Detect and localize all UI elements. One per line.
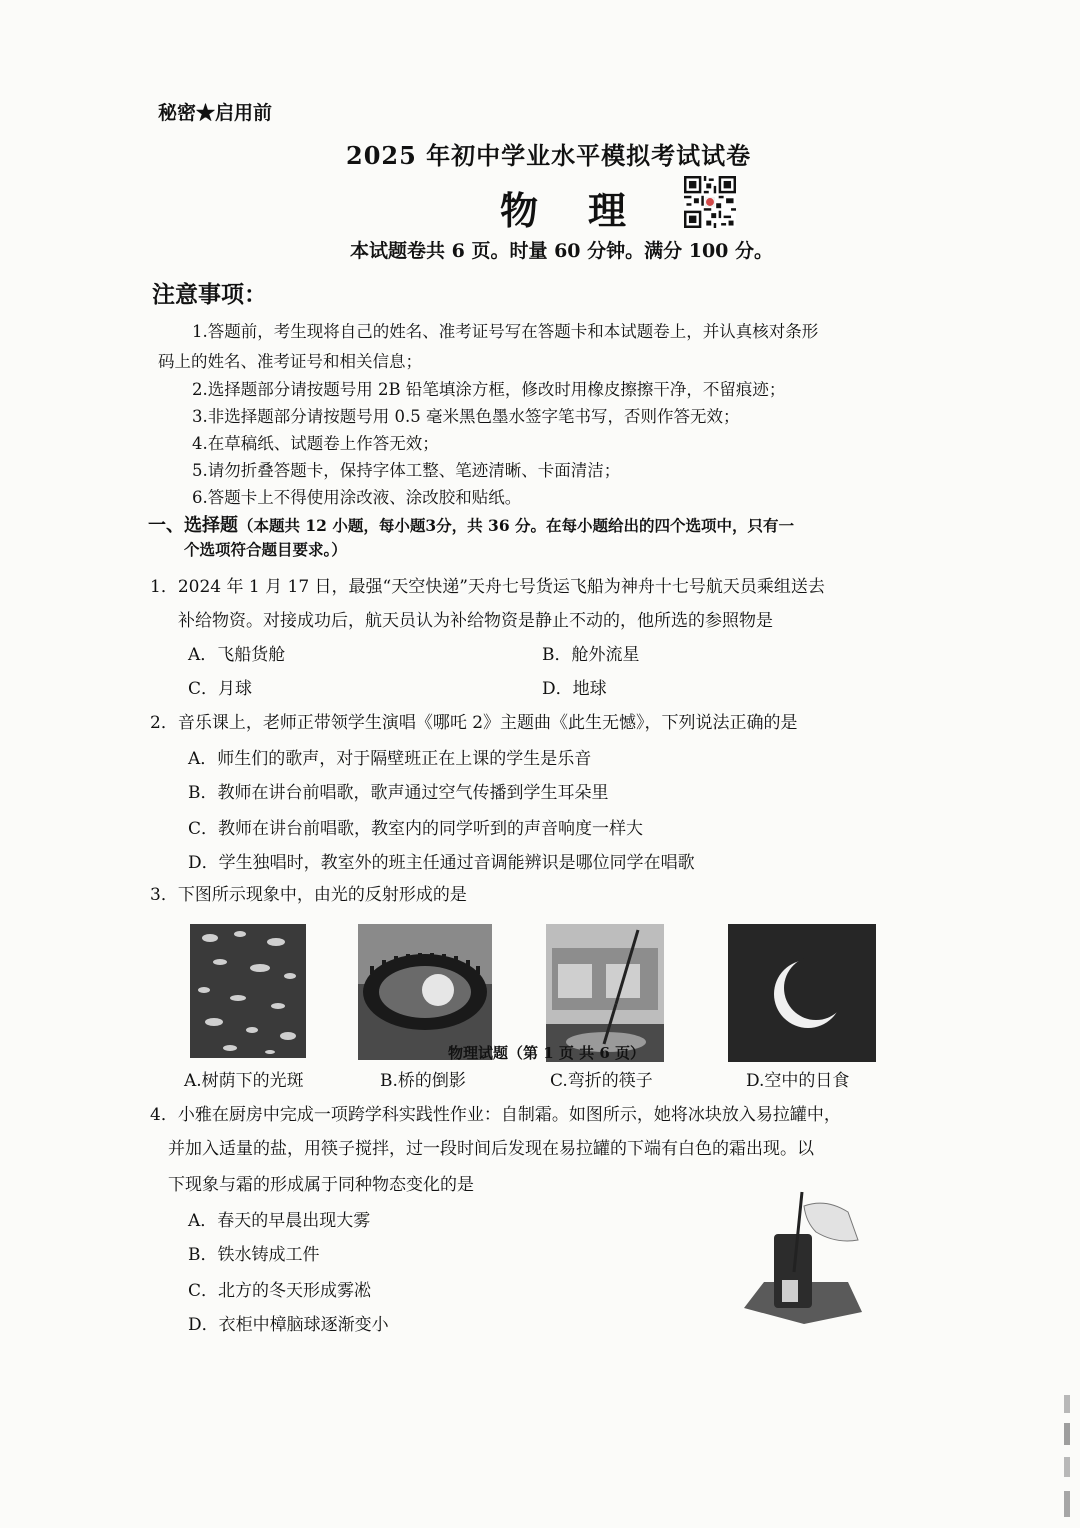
exam-title: 2025 年初中学业水平模拟考试试卷: [346, 141, 752, 170]
option-b: B．铁水铸成工件: [188, 1245, 320, 1265]
solar-eclipse-photo: [728, 924, 876, 1062]
question-1-stem: 补给物资。对接成功后，航天员认为补给物资是静止不动的，他所选的参照物是: [178, 611, 773, 631]
figure-caption-d: D.空中的日食: [746, 1071, 850, 1091]
question-3-stem: 3．下图所示现象中，由光的反射形成的是: [150, 885, 467, 905]
question-4-stem: 下现象与霜的形成属于同种物态变化的是: [168, 1175, 474, 1195]
figure-caption-c: C.弯折的筷子: [550, 1071, 653, 1091]
option-c: C．月球: [188, 679, 253, 699]
question-4-stem: 并加入适量的盐，用筷子搅拌，过一段时间后发现在易拉罐的下端有白色的霜出现。以: [168, 1139, 814, 1159]
section-title: 一、选择题: [148, 515, 238, 536]
notice-line: 5.请勿折叠答题卡，保持字体工整、笔迹清晰、卡面清洁；: [192, 461, 621, 480]
subject-title: 物理: [500, 188, 677, 233]
notice-line: 2.选择题部分请按题号用 2B 铅笔填涂方框，修改时用橡皮擦擦干净，不留痕迹；: [192, 380, 786, 399]
section-description: 个选项符合题目要求。）: [184, 540, 347, 559]
option-b: B．教师在讲台前唱歌，歌声通过空气传播到学生耳朵里: [188, 783, 609, 803]
question-1-stem: 1．2024 年 1 月 17 日，最强“天空快递”天舟七号货运飞船为神舟十七号航天员乘组送去: [150, 577, 825, 597]
option-c: C．教师在讲台前唱歌，教室内的同学听到的声音响度一样大: [188, 819, 644, 839]
notice-heading: 注意事项：: [152, 281, 267, 308]
notice-line: 1.答题前，考生现将自己的姓名、准考证号写在答题卡和本试题卷上，并认真核对条形: [192, 322, 819, 341]
qr-code-icon: [684, 176, 736, 228]
notice-line: 4.在草稿纸、试题卷上作答无效；: [192, 434, 439, 453]
option-c: C．北方的冬天形成雾凇: [188, 1281, 372, 1301]
question-2-stem: 2．音乐课上，老师正带领学生演唱《哪吒 2》主题曲《此生无憾》，下列说法正确的是: [150, 713, 798, 733]
option-d: D．学生独唱时，教室外的班主任通过音调能辨识是哪位同学在唱歌: [188, 853, 695, 873]
option-a: A．师生们的歌声，对于隔壁班正在上课的学生是乐音: [188, 749, 592, 769]
option-a: A．春天的早晨出现大雾: [188, 1211, 371, 1231]
notice-line: 6.答题卡上不得使用涂改液、涂改胶和贴纸。: [192, 488, 522, 507]
notice-line: 码上的姓名、准考证号和相关信息；: [158, 352, 422, 371]
option-b: B．舱外流星: [542, 645, 640, 665]
option-d: D．衣柜中樟脑球逐渐变小: [188, 1315, 389, 1335]
bridge-reflection-photo: [358, 924, 492, 1060]
figure-caption-b: B.桥的倒影: [380, 1071, 466, 1091]
binding-edge-marks: [1060, 1395, 1074, 1528]
notice-line: 3.非选择题部分请按题号用 0.5 毫米黑色墨水签字笔书写，否则作答无效；: [192, 407, 740, 426]
exam-info: 本试题卷共 6 页。时量 60 分钟。满分 100 分。: [350, 240, 774, 262]
page-footer: 物理试题（第 1 页 共 6 页）: [448, 1044, 645, 1062]
section-description: （本题共 12 小题，每小题3分，共 36 分。在每小题给出的四个选项中，只有一: [238, 516, 795, 535]
can-frost-experiment-photo: [744, 1188, 862, 1326]
tree-shade-light-spots-photo: [190, 924, 306, 1058]
option-d: D．地球: [542, 679, 607, 699]
confidential-mark: 秘密★启用前: [158, 102, 273, 124]
figure-caption-a: A.树荫下的光斑: [184, 1071, 304, 1091]
section-heading: [148, 511, 794, 537]
question-4-stem: 4．小雅在厨房中完成一项跨学科实践性作业：自制霜。如图所示，她将冰块放入易拉罐中，: [150, 1105, 841, 1125]
option-a: A．飞船货舱: [188, 645, 286, 665]
